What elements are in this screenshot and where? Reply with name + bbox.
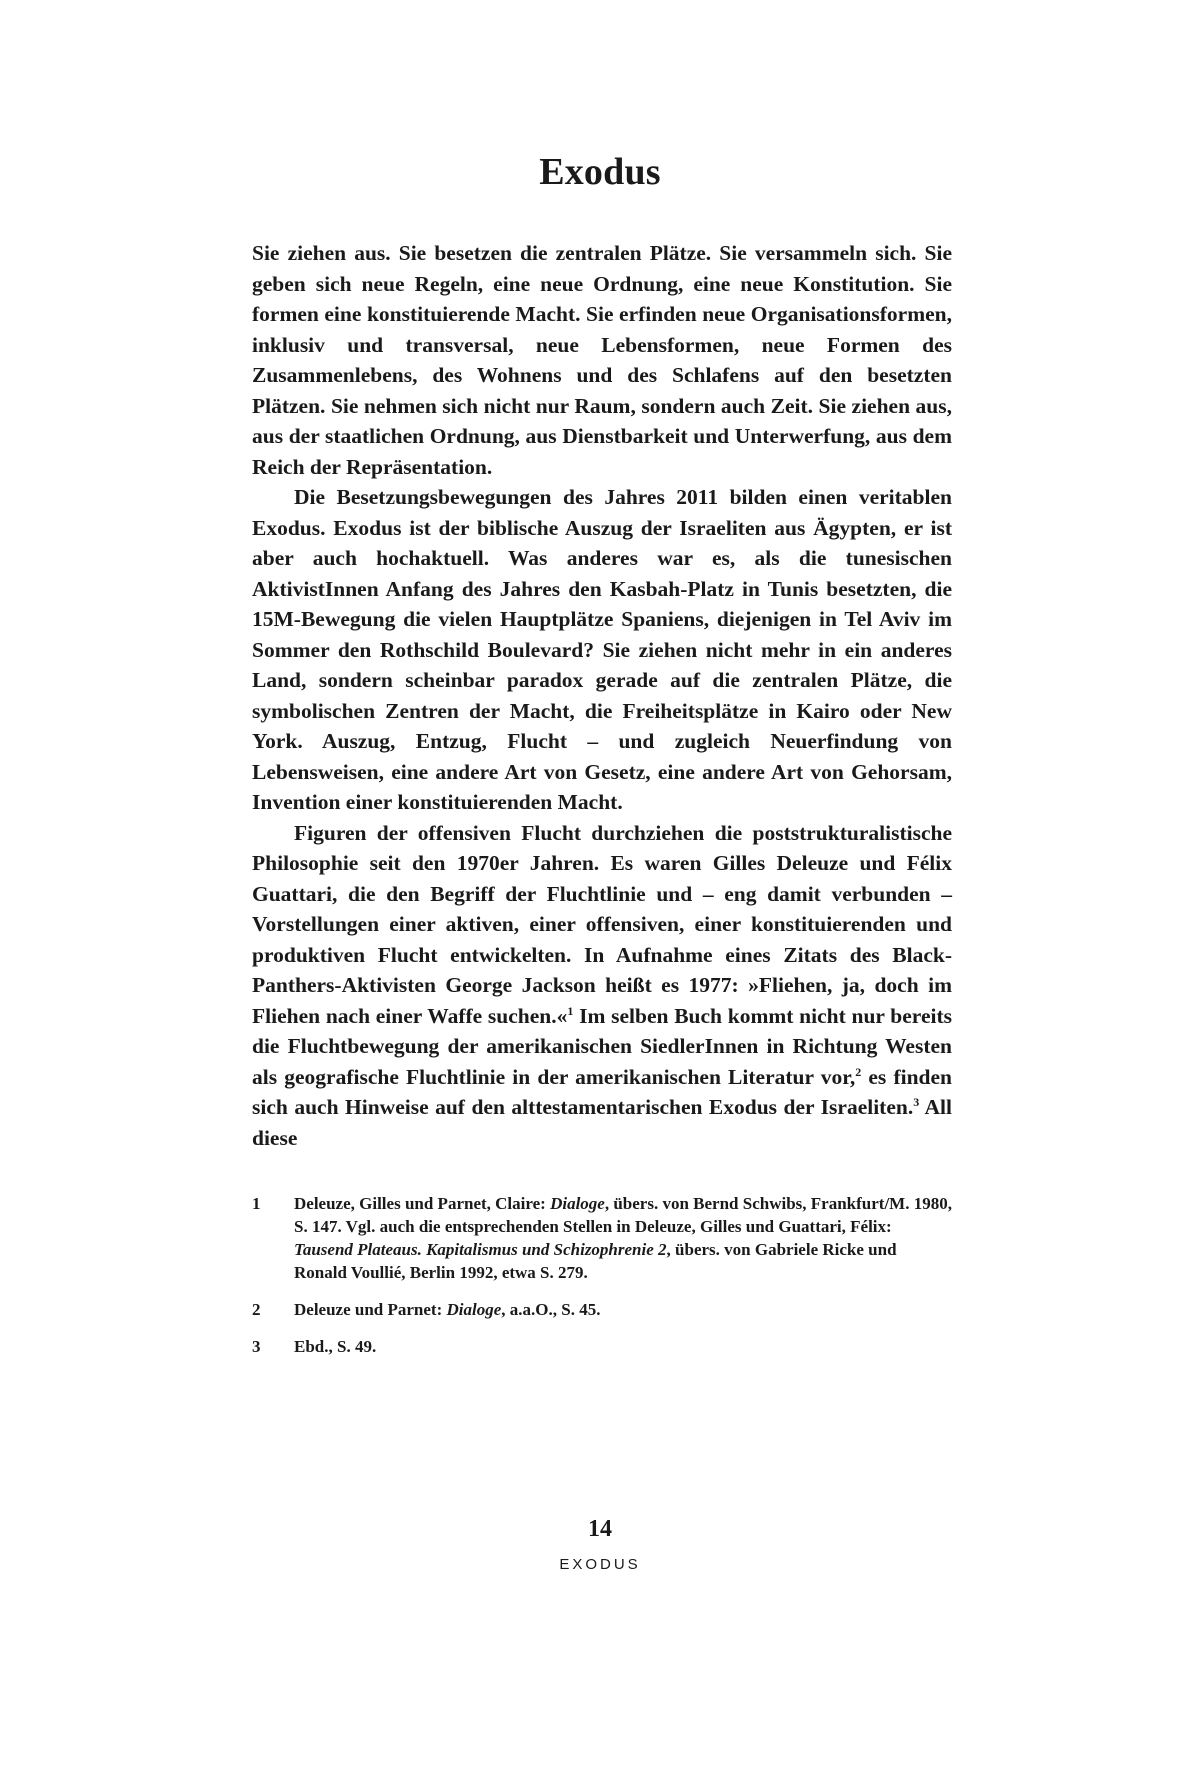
footnote-ref-2[interactable]: 2	[855, 1064, 862, 1079]
paragraph-3-text-3: es finden sich auch Hinweise auf den alttestamentarischen Exodus der Israeliten.	[252, 1064, 952, 1119]
footnotes	[252, 1192, 952, 1372]
paragraph-3-text-4: All diese	[252, 1095, 952, 1150]
footnote-ref-1[interactable]: 1	[567, 1003, 574, 1018]
page-number: 14	[588, 1516, 612, 1542]
footnote-ref-3[interactable]: 3	[913, 1094, 920, 1109]
footnote-1-title-dialoge: Dialoge	[550, 1194, 605, 1213]
footnote-2-text-b: , a.a.O., S. 45.	[501, 1300, 601, 1319]
footnote-2	[252, 1298, 952, 1321]
footnote-1-text-b: , übers. von Bernd Schwibs, Frankfurt/M. 1980, S. 147. Vgl. auch die entsprechenden Stellen in Deleuze, Gilles und Guattari, Félix:	[294, 1194, 952, 1236]
footnote-text	[294, 1192, 952, 1284]
footnote-number: 1	[252, 1194, 261, 1213]
page-title: Exodus	[539, 151, 661, 193]
footnote-text	[294, 1335, 952, 1358]
paragraph-1: Sie ziehen aus. Sie besetzen die zentralen Plätze. Sie versammeln sich. Sie geben sich neue Regeln, eine neue Ordnung, eine neue Konstitution. Sie formen eine konstituierende Macht. Sie erfinden neue Organisationsformen, inklusiv und transversal, neue Lebensformen, neue Formen des Zusammenlebens, des Wohnens und des Schlafens auf den besetzten Plätzen. Sie nehmen sich nicht nur Raum, sondern auch Zeit. Sie ziehen aus, aus der staatlichen Ordnung, aus Dienstbarkeit und Unterwerfung, aus dem Reich der Repräsentation.	[252, 241, 952, 479]
main-text	[252, 238, 952, 1153]
paragraph-3	[252, 818, 952, 1154]
running-footer: EXODUS	[559, 1556, 641, 1573]
footnote-1-text-a: Deleuze, Gilles und Parnet, Claire:	[294, 1194, 551, 1213]
footnote-number: 2	[252, 1300, 261, 1319]
footnote-2-title-dialoge: Dialoge	[446, 1300, 502, 1319]
footnote-2-text-a: Deleuze und Parnet:	[294, 1300, 447, 1319]
footnote-3-text-a: Ebd., S. 49.	[294, 1337, 377, 1356]
paragraph-2: Die Besetzungsbewegungen des Jahres 2011 bilden einen veritablen Exodus. Exodus ist der biblische Auszug der Israeliten aus Ägypten, er ist aber auch hochaktuell. Was anderes war es, als die tunesischen AktivistInnen Anfang des Jahres den Kasbah-Platz in Tunis besetzten, die 15M-Bewegung die vielen Hauptplätze Spaniens, diejenigen in Tel Aviv im Sommer den Rothschild Boulevard? Sie ziehen nicht mehr in ein anderes Land, sondern scheinbar paradox gerade auf die zentralen Plätze, die symbolischen Zentren der Macht, die Freiheitsplätze in Kairo oder New York. Auszug, Entzug, Flucht – und zugleich Neuerfindung von Lebensweisen, eine andere Art von Gesetz, eine andere Art von Gehorsam, Invention einer konstituierenden Macht.	[252, 485, 952, 814]
footnote-text	[294, 1298, 952, 1321]
paragraph-3-text-1: Figuren der offensiven Flucht durchziehen die poststrukturalistische Philosophie seit den 1970er Jahren. Es waren Gilles Deleuze und Félix Guattari, die den Begriff der Fluchtlinie und – eng damit verbunden – Vorstellungen einer aktiven, einer offensiven, einer konstituierenden und produktiven Flucht entwickelten. In Aufnahme eines Zitats des Black-Panthers-Aktivisten George Jackson heißt es 1977: »Fliehen, ja, doch im Fliehen nach einer Waffe suchen.«	[252, 820, 952, 1028]
footnote-1-text-c: , übers. von Gabriele Ricke und Ronald Voullié, Berlin 1992, etwa S. 279.	[294, 1240, 897, 1282]
footnote-number: 3	[252, 1337, 261, 1356]
footnote-3	[252, 1335, 952, 1358]
footnote-1	[252, 1192, 952, 1284]
paragraph-3-text-2: Im selben Buch kommt nicht nur bereits die Fluchtbewegung der amerikanischen SiedlerInnen in Richtung Westen als geografische Fluchtlinie in der amerikanischen Literatur vor,	[252, 1003, 952, 1089]
footnote-1-title-tausend-plateaus: Tausend Plateaus. Kapitalismus und Schizophrenie 2	[294, 1240, 667, 1259]
